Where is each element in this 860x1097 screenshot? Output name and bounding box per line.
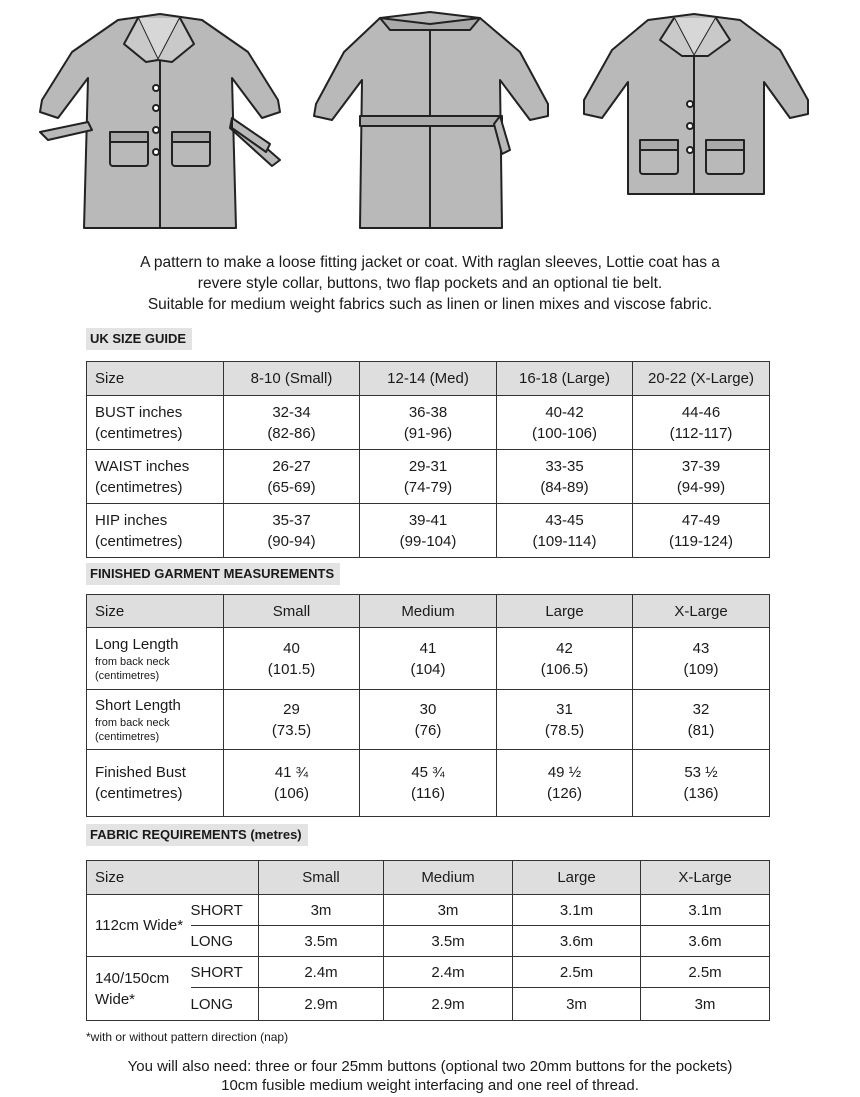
- uk-size-guide-title: UK SIZE GUIDE: [86, 328, 192, 350]
- table-cell: [633, 396, 770, 450]
- cell-cm: (74-79): [403, 478, 453, 496]
- cell-cm: (101.5): [267, 660, 316, 678]
- cell-inches: 39-41: [408, 511, 448, 529]
- cell-cm: (109): [683, 660, 719, 678]
- fabric-width-label: [87, 957, 191, 1021]
- finished-measurements-title: FINISHED GARMENT MEASUREMENTS: [86, 563, 340, 585]
- cell-inches: 32: [692, 700, 710, 718]
- length-type: SHORT: [191, 957, 259, 988]
- row-label: [87, 450, 224, 504]
- fabric-footnote: *with or without pattern direction (nap): [86, 1030, 289, 1044]
- cell-inches: 41 ¾: [274, 764, 309, 781]
- table-cell: [224, 396, 360, 450]
- table-cell: 2.5m: [641, 957, 770, 988]
- cell-cm: (109-114): [532, 532, 597, 550]
- fabric-requirements-title: FABRIC REQUIREMENTS (metres): [86, 824, 308, 846]
- fabric-width-text: 140/150cm: [95, 969, 170, 987]
- cell-inches: 30: [419, 700, 437, 718]
- intro-line: revere style collar, buttons, two flap pockets and an optional tie belt.: [197, 275, 663, 292]
- short-jacket-illustration: [584, 14, 808, 194]
- cell-cm: (91-96): [403, 424, 453, 442]
- table-row: [87, 895, 770, 926]
- cell-cm: (100-106): [531, 424, 598, 442]
- table-cell: [633, 690, 770, 750]
- header-cell: Size: [87, 362, 224, 396]
- row-label-sub: from back neck: [95, 656, 170, 668]
- header-cell: Medium: [360, 595, 497, 628]
- cell-inches: 29-31: [408, 457, 448, 475]
- table-cell: [497, 628, 633, 690]
- table-cell: [360, 504, 497, 558]
- cell-inches: 45 ¾: [411, 764, 445, 781]
- table-row: [87, 450, 770, 504]
- row-label-line: (centimetres): [95, 478, 183, 496]
- cell-inches: 29: [283, 700, 300, 718]
- table-header-row: [87, 861, 770, 895]
- cell-cm: (82-86): [267, 424, 316, 442]
- cell-inches: 31: [556, 700, 573, 718]
- cell-inches: 49 ½: [547, 764, 582, 781]
- length-type: LONG: [191, 926, 259, 957]
- cell-inches: 33-35: [545, 457, 584, 475]
- table-row: [87, 396, 770, 450]
- table-header-row: [87, 595, 770, 628]
- cell-inches: 40: [283, 639, 300, 657]
- cell-inches: 36-38: [408, 403, 448, 421]
- cell-cm: (136): [683, 785, 719, 802]
- table-cell: 3.1m: [641, 895, 770, 926]
- table-cell: [360, 628, 497, 690]
- table-cell: 2.4m: [384, 957, 513, 988]
- row-label-line: HIP inches: [95, 511, 168, 529]
- cell-inches: 44-46: [681, 403, 721, 421]
- coat-illustrations: [0, 0, 860, 250]
- notions-text: [0, 1057, 860, 1095]
- row-label: [87, 750, 224, 817]
- header-cell: X-Large: [633, 595, 770, 628]
- row-label-line: (centimetres): [95, 532, 183, 550]
- table-row: [87, 504, 770, 558]
- table-cell: [633, 504, 770, 558]
- row-label-sub: from back neck: [95, 717, 170, 729]
- cell-inches: 26-27: [272, 457, 311, 475]
- header-cell: Medium: [384, 861, 513, 895]
- table-cell: [360, 750, 497, 817]
- cell-inches: 40-42: [545, 403, 584, 421]
- table-cell: [497, 396, 633, 450]
- notions-line: 10cm fusible medium weight interfacing and one reel of thread.: [221, 1077, 639, 1094]
- table-cell: [360, 690, 497, 750]
- table-cell: 2.4m: [259, 957, 384, 988]
- cell-cm: (106): [273, 785, 310, 802]
- table-cell: 2.9m: [259, 988, 384, 1021]
- table-cell: [224, 750, 360, 817]
- header-cell: 8-10 (Small): [224, 362, 360, 396]
- table-cell: 3m: [384, 895, 513, 926]
- cell-inches: 43-45: [545, 511, 584, 529]
- table-cell: [497, 690, 633, 750]
- table-cell: [224, 504, 360, 558]
- uk-size-table: [86, 361, 770, 558]
- fabric-width-text: 112cm Wide*: [95, 917, 184, 934]
- row-label: [87, 504, 224, 558]
- header-cell: Small: [259, 861, 384, 895]
- row-label-sub: (centimetres): [95, 670, 160, 682]
- cell-inches: 43: [692, 639, 710, 657]
- cell-inches: 47-49: [681, 511, 721, 529]
- fabric-width-text: Wide*: [95, 990, 136, 1008]
- header-cell: 12-14 (Med): [360, 362, 497, 396]
- table-header-row: [87, 362, 770, 396]
- row-label-line: (centimetres): [95, 424, 183, 442]
- table-row: [87, 957, 770, 988]
- cell-inches: 35-37: [272, 511, 311, 529]
- table-cell: [360, 396, 497, 450]
- fabric-width-label: [87, 895, 191, 957]
- header-cell: Large: [497, 595, 633, 628]
- intro-line: Suitable for medium weight fabrics such as linen or linen mixes and viscose fabric.: [147, 296, 713, 313]
- header-cell: Size: [87, 861, 259, 895]
- cell-cm: (81): [687, 721, 715, 739]
- row-label-line: WAIST inches: [95, 457, 190, 475]
- header-cell: Size: [87, 595, 224, 628]
- table-cell: [224, 690, 360, 750]
- notions-line: You will also need: three or four 25mm buttons (optional two 20mm buttons for the pockets): [127, 1058, 733, 1075]
- row-label: [87, 690, 224, 750]
- cell-cm: (73.5): [271, 721, 312, 739]
- finished-measurements-table: [86, 594, 770, 817]
- row-label: [87, 396, 224, 450]
- row-label: [87, 628, 224, 690]
- row-label-line: Short Length: [95, 697, 181, 714]
- long-coat-back-illustration: [314, 12, 548, 228]
- cell-cm: (119-124): [669, 532, 733, 550]
- cell-cm: (116): [411, 785, 445, 802]
- cell-cm: (126): [546, 785, 583, 802]
- table-row: [87, 628, 770, 690]
- cell-cm: (65-69): [267, 478, 316, 496]
- table-row: [87, 750, 770, 817]
- cell-inches: 42: [556, 639, 573, 657]
- table-cell: 3m: [259, 895, 384, 926]
- table-cell: [224, 628, 360, 690]
- table-cell: 3.6m: [641, 926, 770, 957]
- intro-line: A pattern to make a loose fitting jacket or coat. With raglan sleeves, Lottie coat has a: [140, 254, 720, 271]
- row-label-line: BUST inches: [95, 403, 183, 421]
- table-cell: [497, 750, 633, 817]
- header-cell: Small: [224, 595, 360, 628]
- cell-cm: (104): [410, 660, 446, 678]
- cell-cm: (106.5): [540, 660, 589, 678]
- table-cell: 3.5m: [259, 926, 384, 957]
- header-cell: Large: [513, 861, 641, 895]
- table-cell: [497, 504, 633, 558]
- fabric-requirements-table: [86, 860, 770, 1021]
- row-label-line: (centimetres): [95, 785, 183, 802]
- cell-cm: (90-94): [267, 532, 316, 550]
- header-cell: X-Large: [641, 861, 770, 895]
- cell-cm: (99-104): [399, 532, 457, 550]
- table-cell: 3.5m: [384, 926, 513, 957]
- table-cell: [360, 450, 497, 504]
- table-cell: 3.1m: [513, 895, 641, 926]
- table-cell: [224, 450, 360, 504]
- intro-text: [0, 252, 860, 315]
- table-cell: [633, 750, 770, 817]
- table-cell: [497, 450, 633, 504]
- table-row: [87, 690, 770, 750]
- table-cell: [633, 628, 770, 690]
- length-type: SHORT: [191, 895, 259, 926]
- cell-cm: (84-89): [540, 478, 589, 496]
- header-cell: 20-22 (X-Large): [633, 362, 770, 396]
- cell-inches: 41: [419, 639, 437, 657]
- header-cell: 16-18 (Large): [497, 362, 633, 396]
- cell-cm: (112-117): [669, 424, 733, 442]
- cell-cm: (94-99): [676, 478, 726, 496]
- long-coat-front-illustration: [40, 14, 280, 228]
- table-cell: 3m: [513, 988, 641, 1021]
- cell-cm: (78.5): [544, 721, 585, 739]
- table-cell: 3.6m: [513, 926, 641, 957]
- cell-inches: 37-39: [681, 457, 721, 475]
- row-label-line: Long Length: [95, 636, 179, 653]
- cell-cm: (76): [414, 721, 442, 739]
- cell-inches: 53 ½: [684, 764, 718, 781]
- table-cell: 2.9m: [384, 988, 513, 1021]
- length-type: LONG: [191, 988, 259, 1021]
- table-cell: [633, 450, 770, 504]
- cell-inches: 32-34: [272, 403, 311, 421]
- row-label-line: Finished Bust: [95, 764, 186, 781]
- table-cell: 3m: [641, 988, 770, 1021]
- table-cell: 2.5m: [513, 957, 641, 988]
- row-label-sub: (centimetres): [95, 731, 160, 743]
